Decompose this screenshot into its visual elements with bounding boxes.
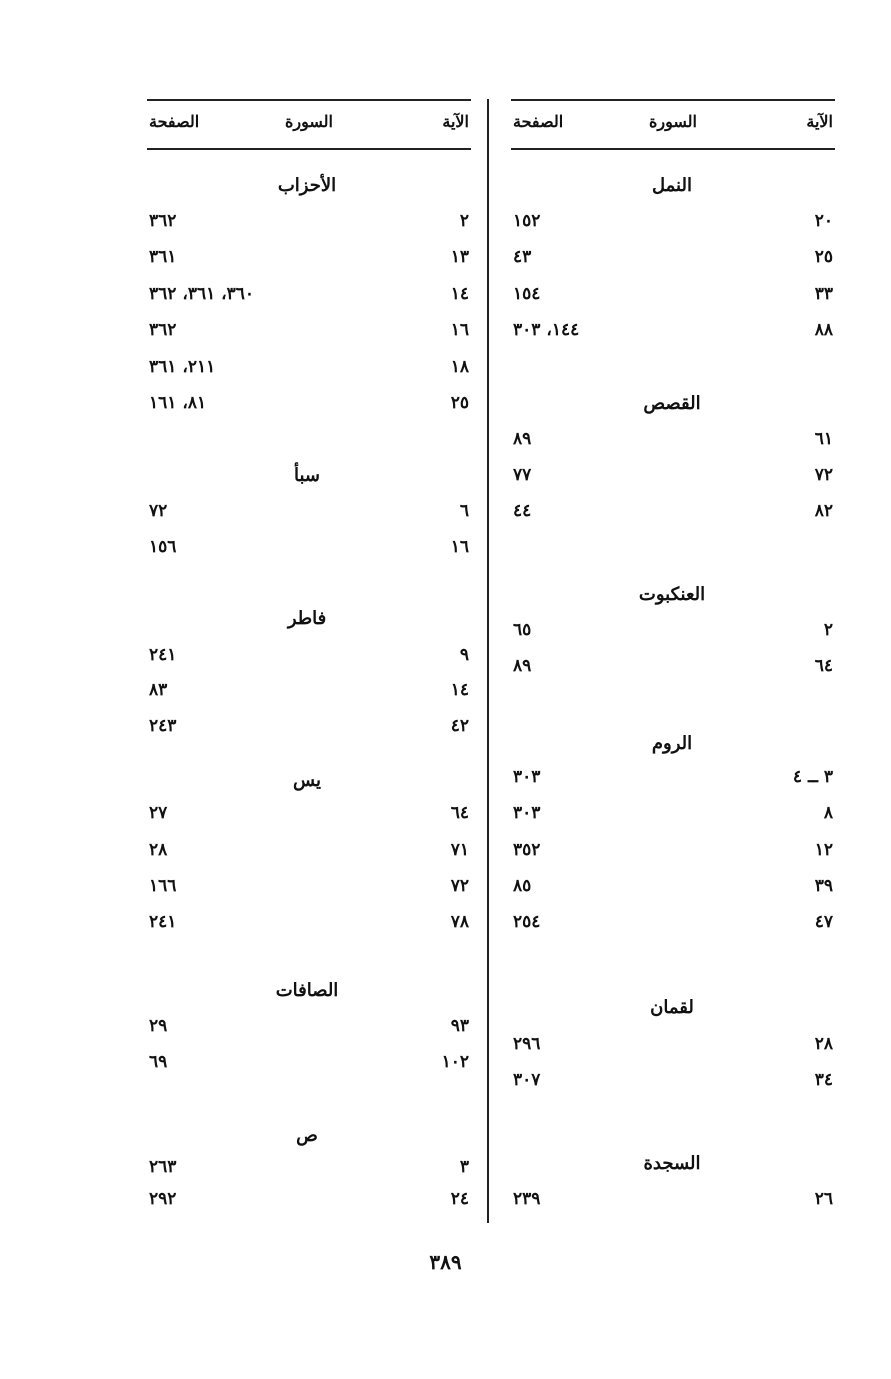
surah-title: لقمان (650, 997, 694, 1018)
header-ayah: الآية (806, 112, 833, 131)
page-references: ٦٥ (513, 620, 532, 640)
page-references: ٨٩ (513, 656, 532, 676)
ayah-number: ١٦ (450, 537, 469, 557)
page-references: ٢٥٤ (513, 912, 541, 932)
ayah-number: ٤٢ (450, 716, 469, 736)
page-references: ٨١، ١٦١ (149, 393, 207, 413)
ayah-number: ٣٩ (814, 876, 833, 896)
page-references: ٢٣٩ (513, 1189, 541, 1209)
ayah-number: ٢٤ (450, 1189, 469, 1209)
surah-title: القصص (643, 393, 701, 414)
ayah-number: ٦٤ (814, 656, 833, 676)
index-column-right (511, 0, 835, 1379)
page-references: ٢٩٢ (149, 1189, 177, 1209)
header-surah: السورة (285, 112, 333, 131)
ayah-number: ٦ (459, 501, 469, 521)
index-row (147, 1157, 471, 1183)
index-row (147, 680, 471, 706)
header-surah: السورة (649, 112, 697, 131)
index-row (147, 211, 471, 237)
page-references: ١٦٦ (149, 876, 177, 896)
ayah-number: ١٠٢ (441, 1052, 469, 1072)
page-references: ٣٦٢ (149, 320, 177, 340)
ayah-number: ٣ ــ ٤ (792, 767, 833, 787)
ayah-number: ١٦ (450, 320, 469, 340)
ayah-number: ١٤ (450, 284, 469, 304)
index-row (511, 211, 835, 237)
page-references: ٢٦٣ (149, 1157, 177, 1177)
page-references: ٢٤٣ (149, 716, 177, 736)
ayah-number: ٣ (459, 1157, 469, 1177)
ayah-number: ١٣ (450, 247, 469, 267)
ayah-number: ٦٤ (450, 803, 469, 823)
surah-title: الأحزاب (277, 175, 337, 196)
ayah-number: ٩ (459, 645, 469, 665)
page-references: ٢٤١ (149, 912, 177, 932)
ayah-number: ١٤ (450, 680, 469, 700)
page-references: ٦٩ (149, 1052, 168, 1072)
page-references: ٣٥٢ (513, 840, 541, 860)
page-references: ٣٦٢ (149, 211, 177, 231)
header-rule-bottom (511, 148, 835, 150)
index-row (147, 876, 471, 902)
page-references: ٢٧ (149, 803, 168, 823)
page-references: ١٥٦ (149, 537, 177, 557)
page-references: ٣٦١ (149, 247, 177, 267)
index-row (511, 803, 835, 829)
index-row (147, 537, 471, 563)
ayah-number: ٨٨ (814, 320, 833, 340)
page-references: ٢٤١ (149, 645, 177, 665)
surah-title: فاطر (287, 608, 327, 629)
index-row (511, 1189, 835, 1215)
page-references: ٨٣ (149, 680, 168, 700)
index-row (511, 656, 835, 682)
ayah-number: ٣٤ (814, 1070, 833, 1090)
surah-title: الروم (651, 733, 693, 754)
page-references: ١٥٤ (513, 284, 541, 304)
header-rule-bottom (147, 148, 471, 150)
ayah-number: ٢٦ (814, 1189, 833, 1209)
header-ayah: الآية (442, 112, 469, 131)
page-references: ٨٥ (513, 876, 532, 896)
index-row (511, 620, 835, 646)
index-row (147, 912, 471, 938)
index-row (511, 465, 835, 491)
ayah-number: ٢ (823, 620, 833, 640)
ayah-number: ١٢ (814, 840, 833, 860)
page-references: ٤٤ (513, 501, 532, 521)
surah-title: يس (293, 770, 321, 791)
index-row (147, 645, 471, 671)
page-references: ٢٩٦ (513, 1034, 541, 1054)
page-references: ٧٧ (513, 465, 532, 485)
index-row (147, 716, 471, 742)
header-rule-top (147, 99, 471, 101)
header-page: الصفحة (513, 112, 564, 131)
index-column-left (147, 0, 471, 1379)
page-references: ٣٦٠، ٣٦١، ٣٦٢ (149, 284, 255, 304)
index-row (511, 876, 835, 902)
header-rule-top (511, 99, 835, 101)
ayah-number: ٧٢ (814, 465, 833, 485)
page-references: ٢١١، ٣٦١ (149, 357, 216, 377)
page-references: ٣٠٣ (513, 803, 541, 823)
ayah-number: ١٨ (450, 357, 469, 377)
column-divider (487, 99, 489, 1223)
page-references: ٧٢ (149, 501, 168, 521)
ayah-number: ٣٣ (814, 284, 833, 304)
index-row (511, 1034, 835, 1060)
ayah-number: ٤٧ (814, 912, 833, 932)
ayah-number: ٢٥ (450, 393, 469, 413)
surah-title: الصافات (275, 980, 339, 1001)
index-row (147, 393, 471, 419)
surah-title: النمل (652, 175, 692, 196)
index-row (147, 320, 471, 346)
surah-title: ص (296, 1125, 318, 1146)
index-row (147, 284, 471, 310)
page-number: ٣٨٩ (429, 1250, 462, 1274)
index-row (511, 247, 835, 273)
page-references: ١٤٤، ٣٠٣ (513, 320, 580, 340)
surah-title: العنكبوت (638, 584, 706, 605)
index-row (147, 1189, 471, 1215)
ayah-number: ٩٣ (450, 1016, 469, 1036)
index-row (511, 429, 835, 455)
ayah-number: ٧٢ (450, 876, 469, 896)
page-references: ٣٠٧ (513, 1070, 541, 1090)
index-row (511, 284, 835, 310)
page-references: ٢٨ (149, 840, 168, 860)
ayah-number: ٢٨ (814, 1034, 833, 1054)
ayah-number: ٨ (823, 803, 833, 823)
index-row (147, 357, 471, 383)
index-row (511, 501, 835, 527)
index-row (147, 1016, 471, 1042)
index-row (147, 1052, 471, 1078)
surah-title: سبأ (294, 465, 320, 486)
page-references: ٣٠٣ (513, 767, 541, 787)
ayah-number: ٦١ (814, 429, 833, 449)
index-row (511, 912, 835, 938)
index-row (147, 501, 471, 527)
page-references: ٤٣ (513, 247, 532, 267)
ayah-number: ٢٠ (814, 211, 833, 231)
ayah-number: ٧١ (450, 840, 469, 860)
ayah-number: ٨٢ (814, 501, 833, 521)
index-row (147, 840, 471, 866)
index-row (147, 803, 471, 829)
index-row (511, 840, 835, 866)
surah-title: السجدة (643, 1153, 701, 1174)
index-row (147, 247, 471, 273)
page-references: ١٥٢ (513, 211, 541, 231)
page-references: ٨٩ (513, 429, 532, 449)
ayah-number: ٢٥ (814, 247, 833, 267)
ayah-number: ٢ (459, 211, 469, 231)
ayah-number: ٧٨ (450, 912, 469, 932)
index-row (511, 320, 835, 346)
index-row (511, 767, 835, 793)
header-page: الصفحة (149, 112, 200, 131)
index-row (511, 1070, 835, 1096)
page-references: ٢٩ (149, 1016, 168, 1036)
